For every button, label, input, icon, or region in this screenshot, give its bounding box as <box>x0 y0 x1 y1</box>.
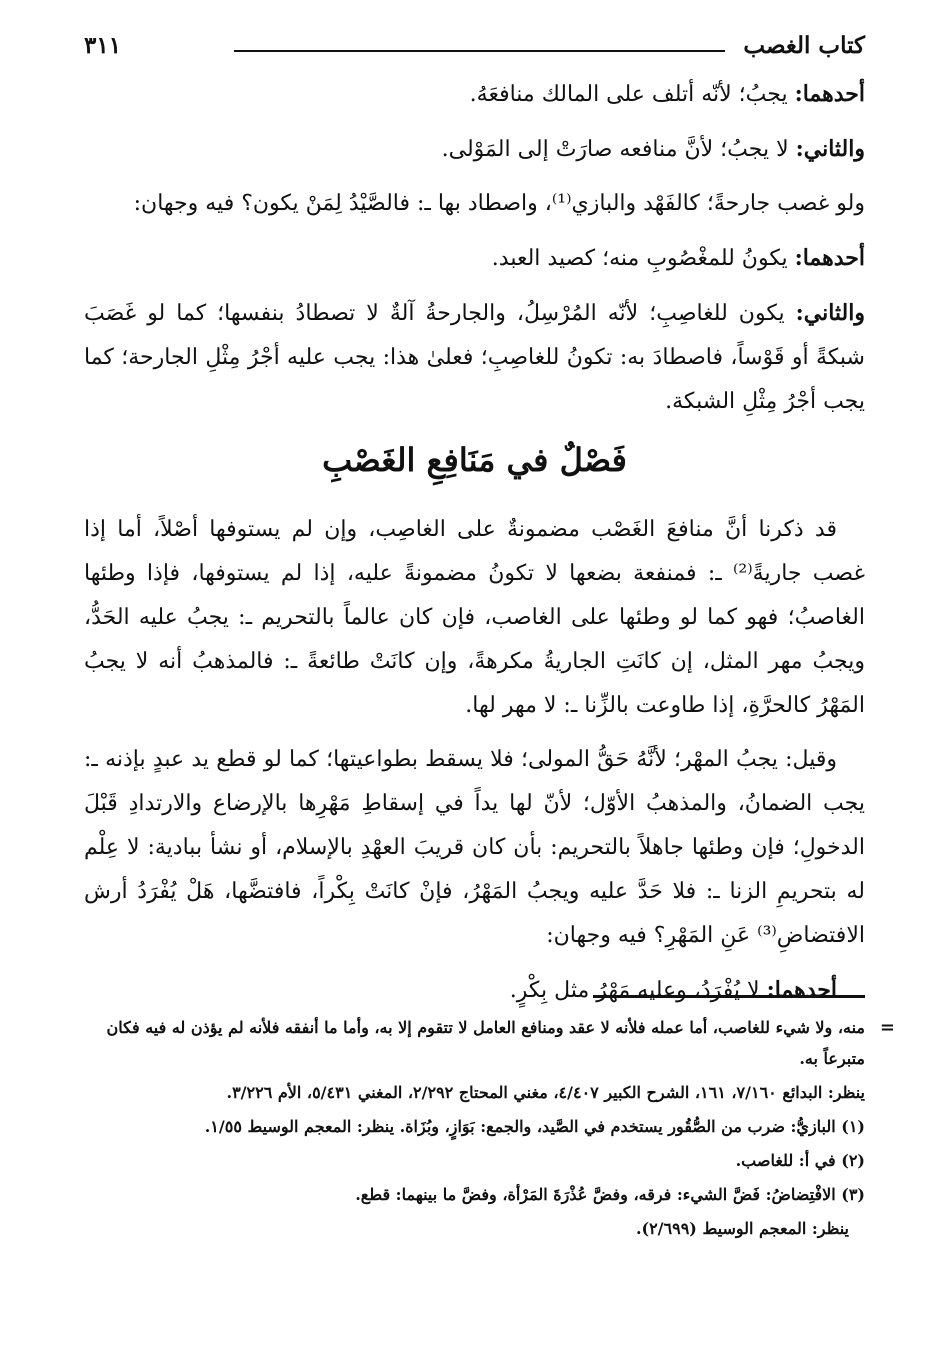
paragraph-text: يكون للغاصِبِ؛ لأنّه المُرْسِلُ، والجارحةُ آلةٌ لا تصطادُ بنفسها؛ كما لو غَصَبَ شبكةً أو قَوْساً، فاصطادَ به: تكونُ للغاصِبِ؛ فعلىٰ هذا: يجب عليه أجْرُ مِثْلِ الجارحة؛ كما يجب أجْرُ مِثْلِ الشبكة. <box>84 301 865 414</box>
paragraph-text: لا يجبُ؛ لأنَّ منافعه صارَتْ إلى المَوْلى. <box>441 137 796 162</box>
paragraph-text: لا يُفْرَدُ، وعليه مَهْرُ مثل بِكْرٍ. <box>509 978 767 1003</box>
paragraph-lead: أحدهما: <box>794 81 865 107</box>
paragraph: وقيل: يجبُ المهْر؛ لأنَّهُ حَقُّ المولى؛ فلا يسقط بطواعيتها؛ كما لو قطع يد عبدٍ بإذنه ـ: يجب الضمانُ، والمذهبُ الأوّل؛ لأنّ لها يداً في إسقاطِ مَهْرِها بالإرضاع والارتدادِ قَبْلَ الدخولِ؛ فإن وطئها جاهلاً بالتحريم: بأن كان قريبَ العهْدِ بالإسلام، أو نشأ ببادية: لا عِلْم له بتحريمِ الزنا ـ: فلا حَدَّ عليه ويجبُ المَهْرُ، فإنْ كانَتْ بِكْراً، فافتضَّها، هَلْ يُفْرَدُ أرش الافتضاضِ⁽³⁾ عَنِ المَهْرِ؟ فيه وجهان: <box>84 747 865 948</box>
paragraph-lead: والثاني: <box>795 136 865 162</box>
footnote-separator <box>593 995 865 998</box>
paragraph-lead: أحدهما: <box>794 245 865 271</box>
chapter-title: كتاب الغصب <box>743 32 865 59</box>
paragraph <box>84 236 865 281</box>
paragraph <box>84 127 865 172</box>
paragraph-text: يكونُ للمغْصُوبِ منه؛ كصيد العبد. <box>491 246 795 271</box>
footnote-1: (١) البازيُّ: ضرب من الصُّقُور يستخدم في الصَّيد، والجمع: بَوَازٍ، وبُزَاة. ينظر: المعجم الوسيط ١/٥٥. <box>204 1117 865 1136</box>
paragraph-text: يجبُ؛ لأنّه أتلف على المالك منافعَهُ. <box>469 82 795 107</box>
main-text <box>84 72 865 1023</box>
footnote-3-ref: ينظر: المعجم الوسيط (٢/٦٩٩). <box>635 1219 849 1238</box>
paragraph <box>84 72 865 117</box>
footnote-2: (٢) في أ: للغاصب. <box>735 1151 865 1170</box>
continuation-mark: = <box>879 1017 895 1038</box>
page-header <box>84 30 865 66</box>
page-number: ٣١١ <box>84 32 122 59</box>
paragraph-lead: والثاني: <box>795 300 865 326</box>
footnote-3: (٣) الافْتِضاضُ: فَضَّ الشيء: فرقه، وفضَّ عُذْرَةَ المَرْأة، وفضَّ ما بينهما: قطع. <box>355 1185 865 1204</box>
header-rule <box>234 50 725 52</box>
footnote-refs: ينظر: البدائع ٧/١٦٠، ١٦١، الشرح الكبير ٤/٤٠٧، مغني المحتاج ٢/٢٩٢، المغني ٥/٤٣١، الأم ٣/٢٢٦. <box>226 1083 865 1102</box>
paragraph: قد ذكرنا أنَّ منافعَ الغَصْب مضمونةٌ على الغاصِب، وإن لم يستوفها أصْلاً، أما إذا غصب جاريةً⁽²⁾ ـ: فمنفعة بضعها لا تكونُ مضمونةً عليه، إذا لم يستوفها، فإذا وطئها الغاصبُ؛ فهو كما لو وطئها على الغاصب، فإن كان عالماً بالتحريم ـ: يجبُ عليه الحَدُّ، ويجبُ مهر المثل، إن كانَتِ الجاريةُ مكرهةً، وإن كانَتْ طائعةً ـ: فالمذهبُ أنه لا يجبُ المَهْرُ كالحرَّةِ، إذا طاوعت بالزِّنا ـ: لا مهر لها. <box>84 517 865 718</box>
paragraph-lead: أحدهما: <box>766 977 837 1003</box>
footnotes <box>84 1012 895 1247</box>
paragraph-text: ولو غصب جارحةً؛ كالفَهْد والبازي⁽¹⁾، واصطاد بها ـ: فالصَّيْدُ لِمَنْ يكون؟ فيه وجهان: <box>133 191 865 216</box>
paragraph <box>84 182 865 226</box>
footnote-text: منه، ولا شيء للغاصب، أما عمله فلأنه لا عقد ومنافع العامل لا تتقوم إلا به، وأما ما أنفقه فلأنه لم يؤذن له فيه فكان متبرعاً به. <box>106 1018 865 1068</box>
paragraph <box>84 968 865 1013</box>
section-heading: فَصْلٌ في مَنَافِعِ الغَصْبِ <box>322 441 627 479</box>
footnote-continuation <box>84 1012 895 1074</box>
paragraph <box>84 291 865 424</box>
